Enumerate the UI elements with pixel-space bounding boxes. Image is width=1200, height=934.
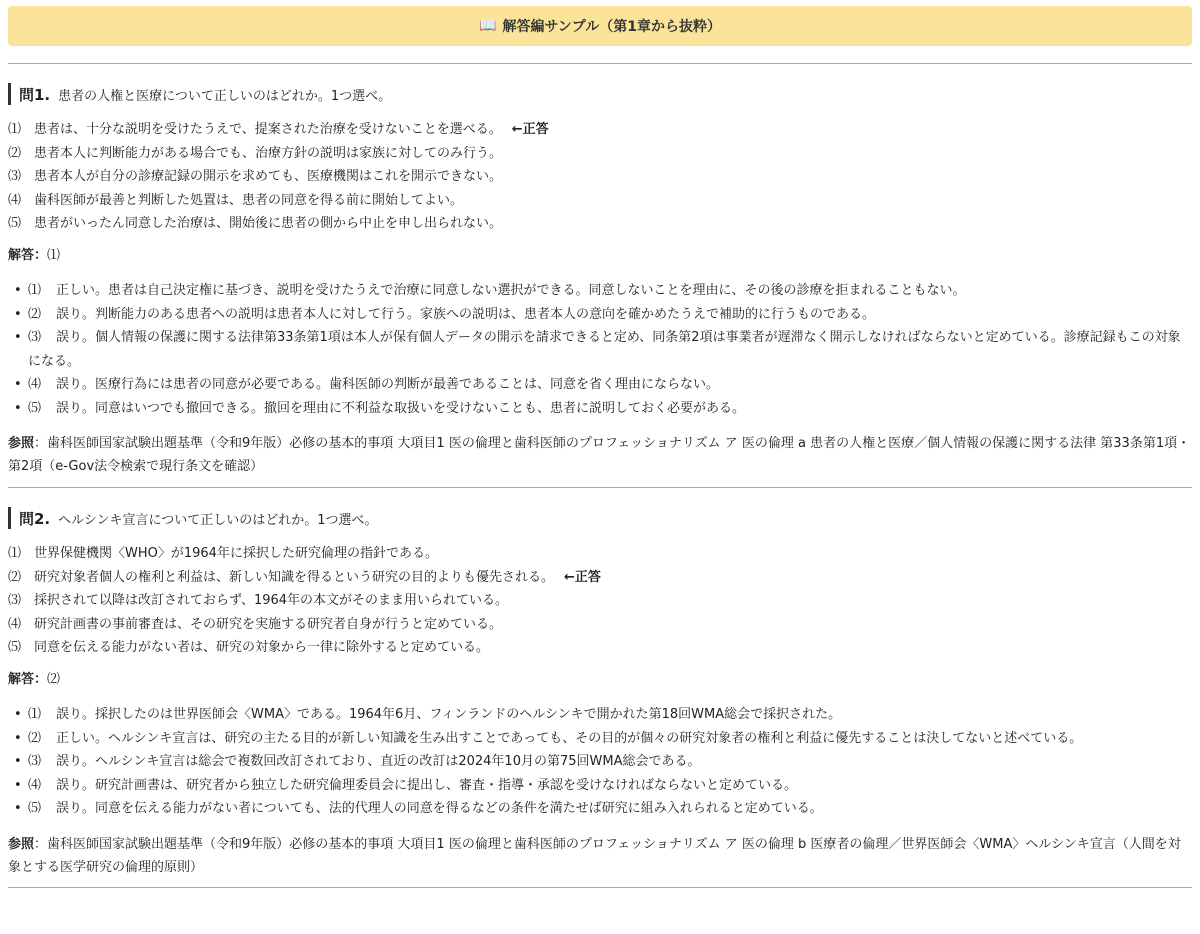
question-text: ヘルシンキ宣言について正しいのはどれか。1つ選べ。 (58, 512, 378, 528)
explanation-text: 誤り。採択したのは世界医師会〈WMA〉である。1964年6月、フィンランドのヘルシンキで開かれた第18回WMA総会で採択された。 (56, 707, 842, 722)
explanation-item (8, 703, 1192, 727)
option-text: 世界保健機関〈WHO〉が1964年に採択した研究倫理の指針である。 (34, 546, 438, 561)
option (8, 613, 601, 637)
explanation-item (8, 797, 1192, 821)
option (8, 212, 549, 236)
correct-mark: ←正答 (564, 569, 601, 585)
option (8, 566, 601, 590)
banner-title: 解答編サンプル（第1章から抜粋） (502, 19, 721, 35)
answer-value: ⑵ (47, 672, 61, 687)
explanation-number: ⑶ (28, 330, 42, 345)
question-heading (8, 83, 391, 105)
option (8, 118, 549, 142)
reference (8, 833, 1192, 879)
explanation-text: 誤り。同意はいつでも撤回できる。撤回を理由に不利益な取扱いを受けないことも、患者に説明しておく必要がある。 (56, 400, 746, 416)
explanation-item (8, 326, 1192, 373)
correct-mark: ←正答 (511, 122, 549, 137)
explanation-number: ⑴ (28, 707, 42, 722)
option-text: 研究対象者個人の権利と利益は、新しい知識を得るという研究の目的よりも優先される。 (34, 569, 555, 585)
explanation-number: ⑶ (28, 754, 42, 769)
explanation-number: ⑵ (28, 306, 42, 322)
option (8, 636, 601, 660)
explanation-number: ⑷ (28, 377, 42, 392)
explanation-text: 正しい。患者は自己決定権に基づき、説明を受けたうえで治療に同意しない選択ができる。同意しないことを理由に、その後の診療を拒まれることもない。 (56, 283, 966, 298)
explanation-number: ⑸ (28, 400, 42, 416)
divider (8, 487, 1192, 488)
explanation-item (8, 727, 1192, 751)
sample-banner (8, 6, 1192, 46)
question-text: 患者の人権と医療について正しいのはどれか。1つ選べ。 (58, 88, 392, 104)
explanation-number: ⑷ (28, 777, 42, 793)
explanation-text: 誤り。同意を伝える能力がない者についても、法的代理人の同意を得るなどの条件を満たせば研究に組み入れられると定めている。 (56, 801, 823, 816)
option-text: 研究計画書の事前審査は、その研究を実施する研究者自身が行うと定めている。 (34, 616, 503, 632)
explanation-number: ⑵ (28, 730, 42, 746)
option-text: 患者は、十分な説明を受けたうえで、提案された治療を受けないことを選べる。 (34, 122, 502, 137)
explanation-text: 誤り。判断能力のある患者への説明は患者本人に対して行う。家族への説明は、患者本人の意向を確かめたうえで補助的に行うものである。 (56, 306, 876, 322)
explanation-item (8, 750, 1192, 774)
reference-text: ：歯科医師国家試験出題基準（令和9年版）必修の基本的事項 大項目1 医の倫理と歯科医師のプロフェッショナリズム ア 医の倫理 a 患者の人権と医療／個人情報の保護に関する法律 第33条第1項・第2項（e-Gov法令検索で現行条文を確認） (8, 436, 1191, 474)
option-number: ⑴ (8, 122, 22, 137)
explanation-text: 誤り。医療行為には患者の同意が必要である。歯科医師の判断が最善であることは、同意を省く理由にならない。 (56, 377, 720, 392)
reference-label: 参照 (8, 436, 35, 451)
answer-line (8, 244, 60, 263)
answer-label: 解答： (8, 672, 48, 687)
option-number: ⑸ (8, 216, 22, 231)
option (8, 142, 549, 166)
option-text: 歯科医師が最善と判断した処置は、患者の同意を得る前に開始してよい。 (34, 192, 464, 208)
option-number: ⑴ (8, 546, 22, 561)
explanation-item (8, 397, 1192, 421)
divider (8, 63, 1192, 64)
explanation-text: 誤り。研究計画書は、研究者から独立した研究倫理委員会に提出し、審査・指導・承認を受けなければならないと定めている。 (56, 777, 798, 793)
option-number: ⑵ (8, 145, 22, 161)
divider (8, 887, 1192, 888)
option (8, 189, 549, 213)
option (8, 589, 601, 613)
option-number: ⑸ (8, 640, 22, 655)
explanation-item (8, 303, 1192, 327)
option-text: 患者本人に判断能力がある場合でも、治療方針の説明は家族に対してのみ行う。 (34, 145, 503, 161)
question-number: 問2. (19, 509, 51, 528)
explanation-number: ⑸ (28, 801, 42, 816)
option-list (8, 542, 601, 660)
reference-label: 参照 (8, 837, 35, 852)
option-number: ⑶ (8, 593, 22, 608)
option-text: 採択されて以降は改訂されておらず、1964年の本文がそのまま用いられている。 (34, 593, 509, 608)
option-number: ⑶ (8, 169, 22, 184)
question-number: 問1. (19, 85, 51, 104)
option-text: 患者本人が自分の診療記録の開示を求めても、医療機関はこれを開示できない。 (34, 169, 503, 184)
answer-label: 解答： (8, 248, 48, 263)
explanation-text: 誤り。ヘルシンキ宣言は総会で複数回改訂されており、直近の改訂は2024年10月の第75回WMA総会である。 (56, 754, 701, 769)
option (8, 542, 601, 566)
reference-text: ：歯科医師国家試験出題基準（令和9年版）必修の基本的事項 大項目1 医の倫理と歯科医師のプロフェッショナリズム ア 医の倫理 b 医療者の倫理／世界医師会〈WMA〉ヘルシンキ宣言（人間を対象とする医学研究の倫理的原則） (8, 837, 1181, 875)
book-icon: 📖 (479, 18, 497, 34)
explanation-text: 誤り。個人情報の保護に関する法律第33条第1項は本人が保有個人データの開示を請求できると定め、同条第2項は事業者が遅滞なく開示しなければならないと定めている。診療記録もこの対象になる。 (28, 330, 1181, 369)
option-number: ⑷ (8, 192, 22, 208)
explanation-item (8, 373, 1192, 397)
option-text: 患者がいったん同意した治療は、開始後に患者の側から中止を申し出られない。 (34, 216, 503, 231)
option-list (8, 118, 549, 236)
reference (8, 432, 1192, 478)
question-heading (8, 507, 378, 529)
option-number: ⑷ (8, 616, 22, 632)
explanation-list (8, 703, 1192, 821)
explanation-list (8, 279, 1192, 420)
heading-bar (8, 507, 11, 529)
option (8, 165, 549, 189)
option-text: 同意を伝える能力がない者は、研究の対象から一律に除外すると定めている。 (34, 640, 490, 655)
answer-line (8, 668, 60, 687)
heading-bar (8, 83, 11, 105)
explanation-number: ⑴ (28, 283, 42, 298)
explanation-text: 正しい。ヘルシンキ宣言は、研究の主たる目的が新しい知識を生み出すことであっても、その目的が個々の研究対象者の権利と利益に優先することは決してないと述べている。 (56, 730, 1083, 746)
answer-value: ⑴ (47, 248, 61, 263)
explanation-item (8, 774, 1192, 798)
explanation-item (8, 279, 1192, 303)
option-number: ⑵ (8, 569, 22, 585)
